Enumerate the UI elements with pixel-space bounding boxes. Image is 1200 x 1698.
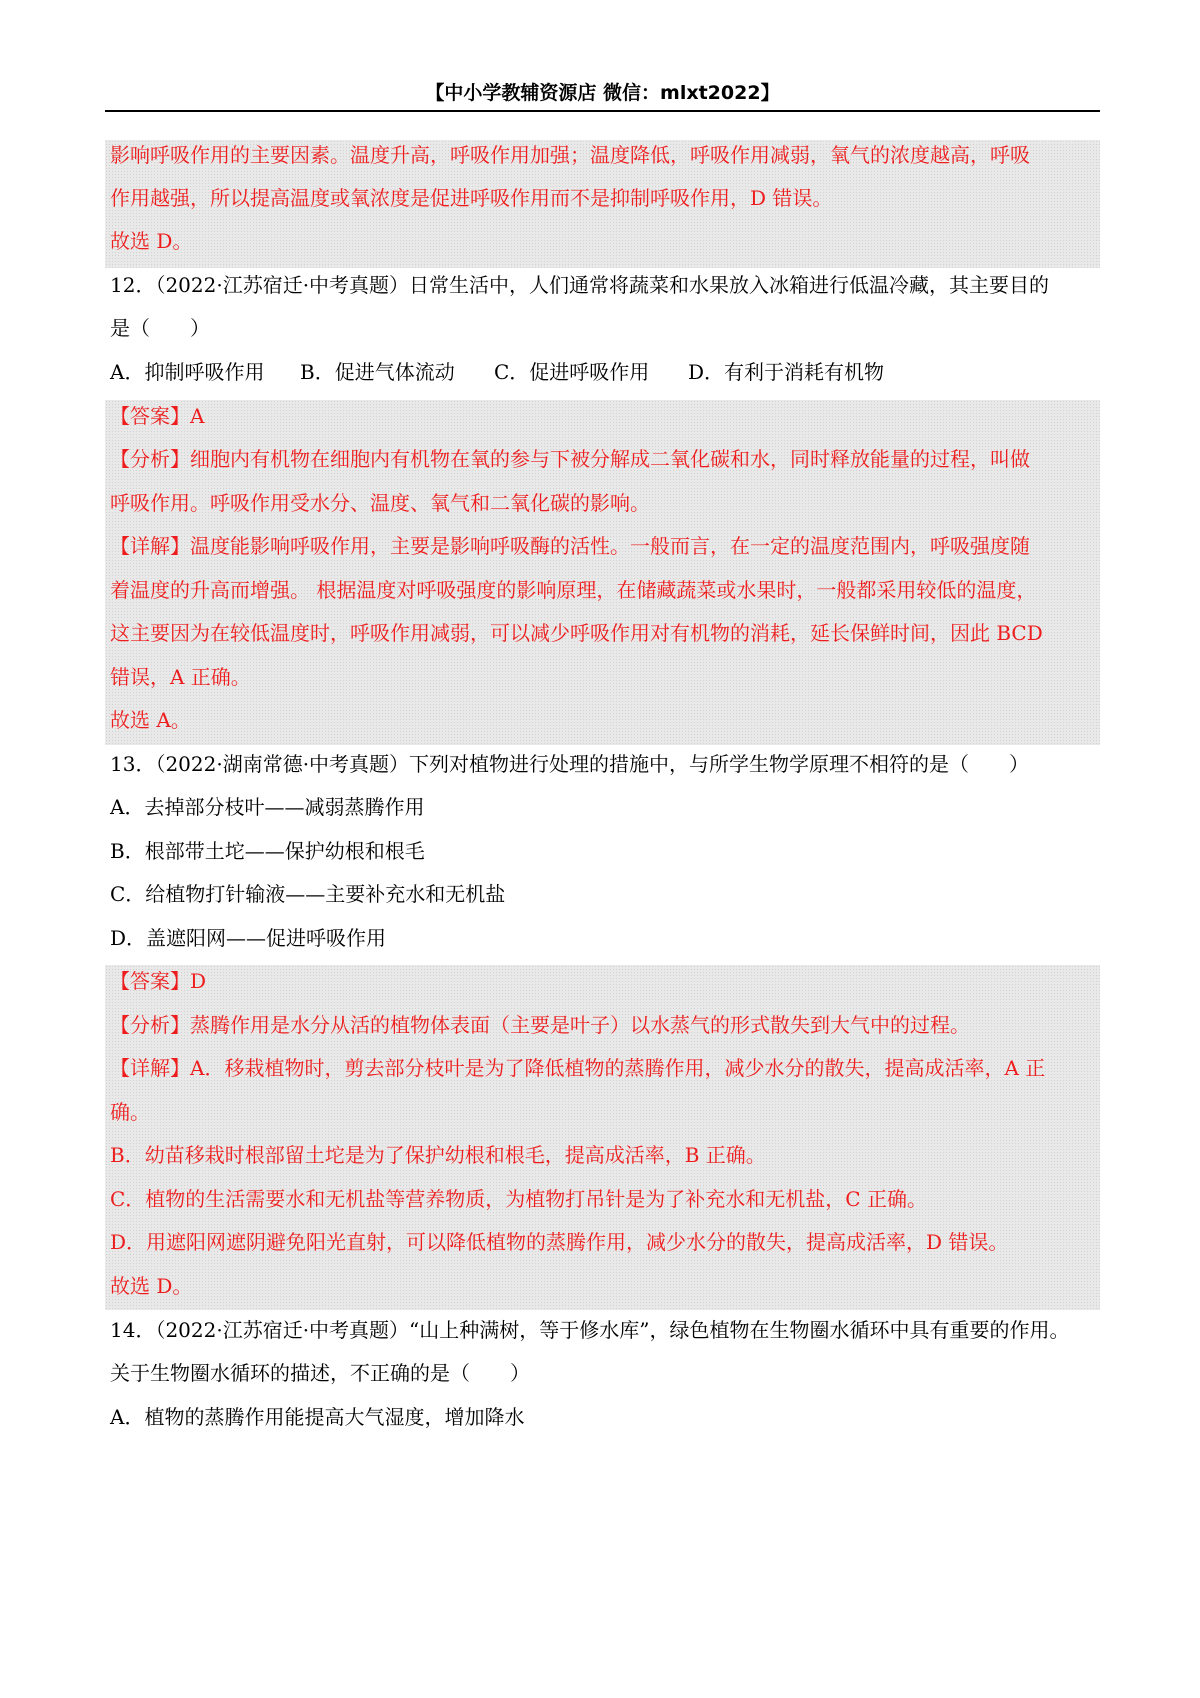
q13-detail-line: C．植物的生活需要水和无机盐等营养物质，为植物打吊针是为了补充水和无机盐，C 正确。 (110, 1187, 927, 1211)
q12-stem-line: 是（ ） (110, 316, 210, 340)
q12-analysis-line: 【分析】细胞内有机物在细胞内有机物在氧的参与下被分解成二氧化碳和水，同时释放能量的过程，叫做 (110, 447, 1030, 471)
q12-option-d: D．有利于消耗有机物 (688, 360, 885, 384)
q13-detail-line: D．用遮阳网遮阴避免阳光直射，可以降低植物的蒸腾作用，减少水分的散失，提高成活率，D 错误。 (110, 1230, 1009, 1254)
q13-option-d: D．盖遮阳网——促进呼吸作用 (110, 926, 387, 950)
q12-analysis-line: 呼吸作用。呼吸作用受水分、温度、氧气和二氧化碳的影响。 (110, 491, 650, 515)
q13-option-c: C．给植物打针输液——主要补充水和无机盐 (110, 882, 506, 906)
page-header: 【中小学教辅资源店 微信：mlxt2022】 (105, 78, 1100, 112)
q12-option-b: B．促进气体流动 (300, 360, 455, 384)
q13-option-b: B．根部带土坨——保护幼根和根毛 (110, 839, 425, 863)
q12-detail-line: 着温度的升高而增强。 根据温度对呼吸强度的影响原理，在储藏蔬菜或水果时，一般都采用较低的温度， (110, 578, 1037, 602)
q13-stem-line: 13．（2022·湖南常德·中考真题）下列对植物进行处理的措施中，与所学生物学原理不相符的是（ ） (110, 752, 1030, 776)
q12-detail-line: 【详解】温度能影响呼吸作用，主要是影响呼吸酶的活性。一般而言，在一定的温度范围内，呼吸强度随 (110, 534, 1030, 558)
q13-conclusion-line: 故选 D。 (110, 1274, 193, 1298)
continued-conclusion-line: 故选 D。 (110, 229, 193, 253)
q14-option-a: A．植物的蒸腾作用能提高大气湿度，增加降水 (110, 1405, 525, 1429)
q14-stem-line: 14．（2022·江苏宿迁·中考真题）“山上种满树，等于修水库”，绿色植物在生物圈水循环中具有重要的作用。 (110, 1318, 1070, 1342)
continued-analysis-line: 作用越强，所以提高温度或氧浓度是促进呼吸作用而不是抑制呼吸作用，D 错误。 (110, 186, 833, 210)
q12-option-a: A．抑制呼吸作用 (110, 360, 265, 384)
q13-detail-line: B．幼苗移栽时根部留土坨是为了保护幼根和根毛，提高成活率，B 正确。 (110, 1143, 766, 1167)
q12-detail-line: 这主要因为在较低温度时，呼吸作用减弱，可以减少呼吸作用对有机物的消耗，延长保鲜时间，因此 BCD (110, 621, 1043, 645)
q12-conclusion-line: 故选 A。 (110, 708, 191, 732)
q12-stem-line: 12．（2022·江苏宿迁·中考真题）日常生活中，人们通常将蔬菜和水果放入冰箱进行低温冷藏，其主要目的 (110, 273, 1050, 297)
q13-option-a: A．去掉部分枝叶——减弱蒸腾作用 (110, 795, 425, 819)
q13-detail-line: 确。 (110, 1100, 150, 1124)
q12-answer-line: 【答案】A (110, 404, 205, 428)
q12-detail-line: 错误，A 正确。 (110, 665, 251, 689)
q13-analysis-line: 【分析】蒸腾作用是水分从活的植物体表面（主要是叶子）以水蒸气的形式散失到大气中的过程。 (110, 1013, 970, 1037)
q12-options (110, 358, 1100, 386)
q14-stem-line: 关于生物圈水循环的描述，不正确的是（ ） (110, 1361, 530, 1385)
q12-option-c: C．促进呼吸作用 (494, 360, 650, 384)
q13-answer-line: 【答案】D (110, 969, 207, 993)
q13-detail-line: 【详解】A．移栽植物时，剪去部分枝叶是为了降低植物的蒸腾作用，减少水分的散失，提高成活率，A 正 (110, 1056, 1046, 1080)
continued-analysis-line: 影响呼吸作用的主要因素。温度升高，呼吸作用加强；温度降低，呼吸作用减弱，氧气的浓度越高，呼吸 (110, 143, 1030, 167)
